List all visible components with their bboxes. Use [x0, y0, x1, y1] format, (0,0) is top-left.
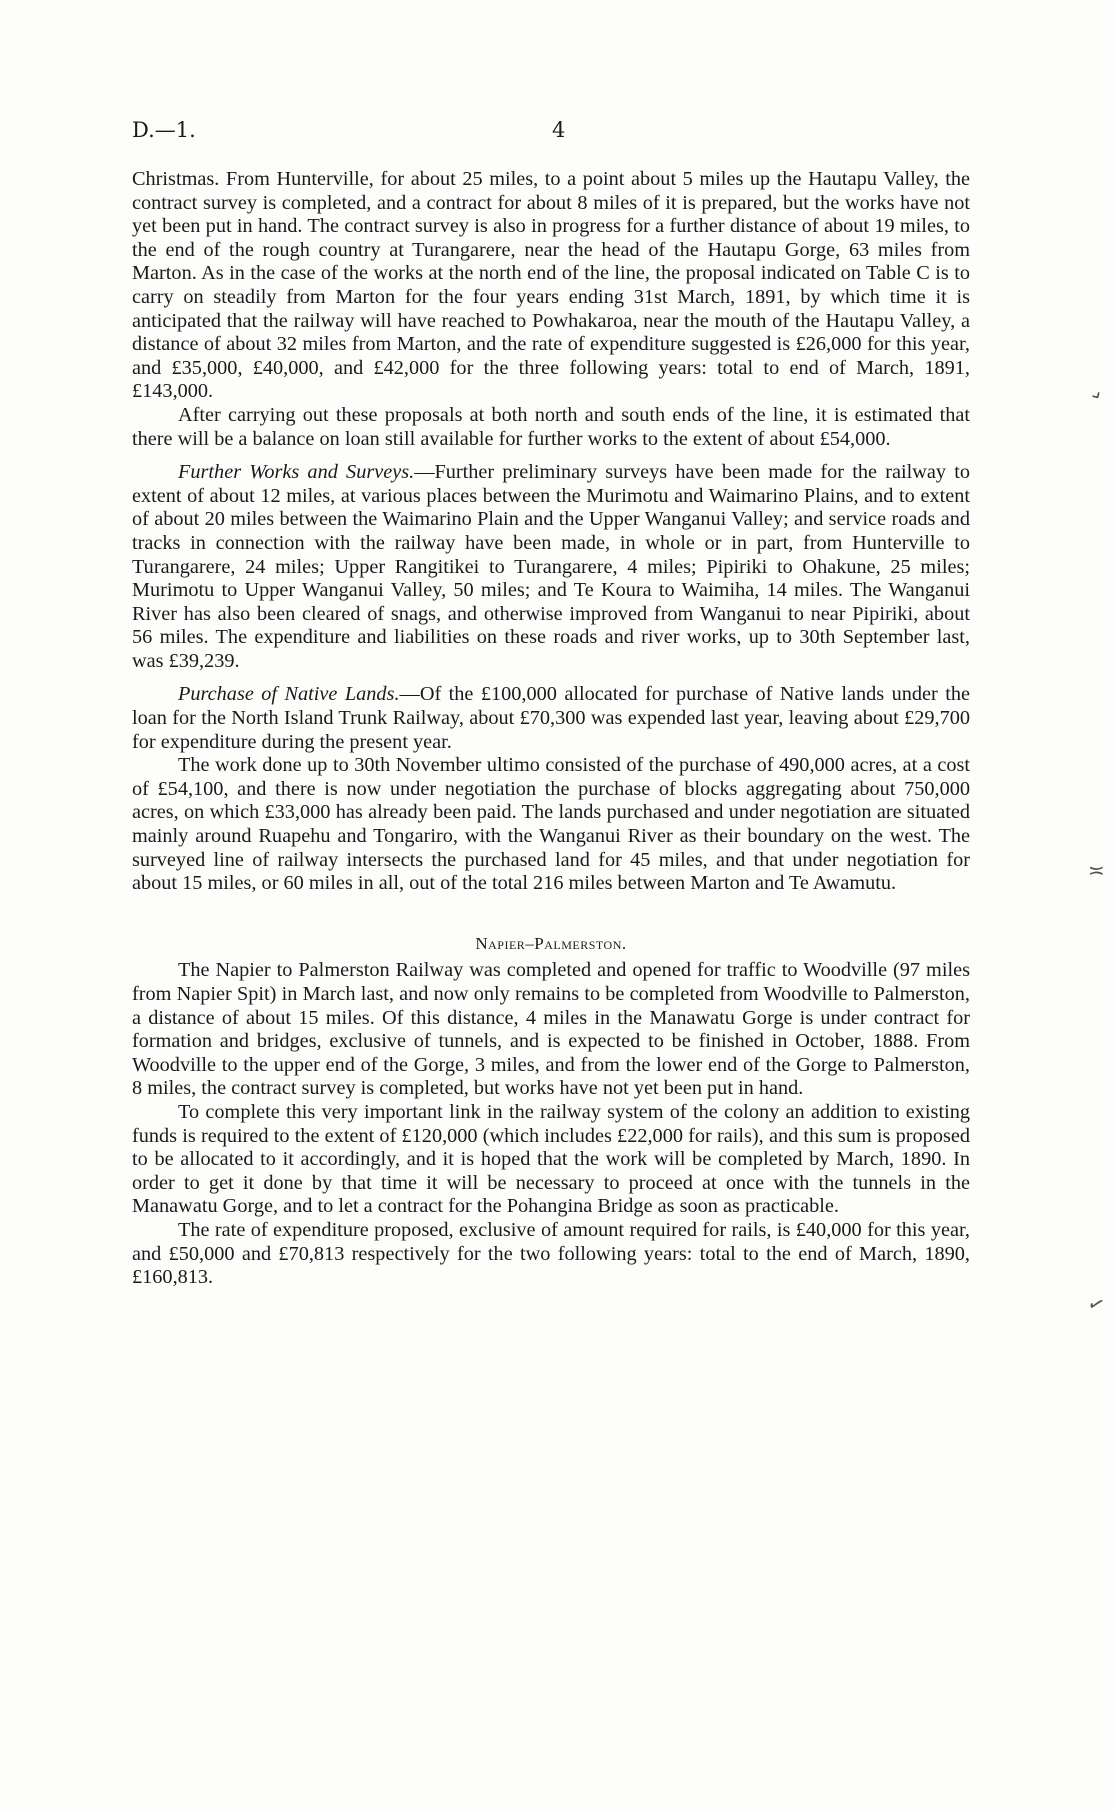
- paragraph-text: The work done up to 30th November ultimo consisted of the purchase of 490,000 acres, at a cost of £54,100, and there is now under negotiation the purchase of blocks aggregating about 750,000 acres, on which £33,000 has already been paid. The lands purchased and under negotiation are situated mainly around Ruapehu and Tongariro, with the Wanganui River as their boundary on the west. The surveyed line of railway intersects the purchased land for 45 miles, and that under negotiation for about 15 miles, or 60 miles in all, out of the total 216 miles between Marton and Te Awamutu.: [132, 754, 970, 895]
- paragraph-text: After carrying out these proposals at both north and south ends of the line, it is estimated that there will be a balance on loan still available for further works to the extent of about £54,000.: [132, 403, 970, 450]
- paragraph-heading: Further Works and Surveys.: [178, 461, 415, 484]
- margin-mark: ⌄: [1081, 377, 1108, 407]
- document-reference: D.—1.: [132, 118, 196, 142]
- document-body: [132, 168, 970, 1290]
- paragraph-christmas: [132, 168, 970, 404]
- paragraph-text: The Napier to Palmerston Railway was completed and opened for traffic to Woodville (97 miles from Napier Spit) in March last, and now only remains to be completed from Woodville to Palmerston, a distance of about 15 miles. Of this distance, 4 miles in the Manawatu Gorge is under contract for formation and bridges, exclusive of tunnels, and is expected to be finished in October, 1888. From Woodville to the upper end of the Gorge, 3 miles, and from the lower end of the Gorge to Palmerston, 8 miles, the contract survey is completed, but works have not yet been put in hand.: [132, 959, 970, 1100]
- paragraph-text: —Of the £100,000 allocated for purchase of Native lands under the loan for the North Island Trunk Railway, about £70,300 was expended last year, leaving about £29,700 for expenditure during the present year.: [132, 683, 970, 753]
- paragraph-work-done: [132, 754, 970, 896]
- paragraph-text: —Further preliminary surveys have been made for the railway to extent of about 12 miles, at various places between the Murimotu and Waimarino Plains, and to extent of about 20 miles between the Waimarino Plain and the Upper Wanganui Valley; and service roads and tracks in connection with the railway have been made, in whole or in part, from Hunterville to Turangarere, 24 miles; Upper Rangitikei to Turangarere, 4 miles; Pipiriki to Ohakune, 25 miles; Murimotu to Upper Wanganui Valley, 50 miles; and Te Koura to Waimiha, 14 miles. The Wanganui River has also been cleared of snags, and otherwise improved from Wanganui to near Pipiriki, about 56 miles. The expenditure and liabilities on these roads and river works, up to 30th September last, was £39,239.: [132, 461, 971, 672]
- paragraph-complete-link: [132, 1101, 970, 1219]
- paragraph-text: The rate of expenditure proposed, exclusive of amount required for rails, is £40,000 for this year, and £50,000 and £70,813 respectively for the two following years: total to the end of March, 1890, £160,813.: [132, 1218, 970, 1289]
- paragraph-heading: Purchase of Native Lands.: [178, 683, 400, 706]
- paragraph-rate-expenditure: [132, 1219, 970, 1290]
- paragraph-text: Christmas. From Hunterville, for about 25 miles, to a point about 5 miles up the Hautapu Valley, the contract survey is completed, and a contract for about 8 miles of it is prepared, but the works have not yet been put in hand. The contract survey is also in progress for a further distance of about 19 miles, to the end of the rough country at Turangarere, near the head of the Hautapu Gorge, 63 miles from Marton. As in the case of the works at the north end of the line, the proposal indicated on Table C is to carry on steadily from Marton for the four years ending 31st March, 1891, by which time it is anticipated that the railway will have reached to Powhakaroa, near the mouth of the Hautapu Valley, a distance of about 32 miles from Marton, and the rate of expenditure suggested is £26,000 for this year, and £35,000, £40,000, and £42,000 for the three following years: total to end of March, 1891, £143,000.: [132, 168, 970, 403]
- paragraph-balance: [132, 404, 970, 451]
- margin-mark: ✓: [1084, 1289, 1109, 1319]
- margin-mark: ≍: [1088, 858, 1105, 882]
- paragraph-napier-railway: [132, 959, 970, 1101]
- section-title: Napier–Palmerston.: [475, 933, 627, 953]
- paragraph-text: To complete this very important link in the railway system of the colony an addition to existing funds is required to the extent of £120,000 (which includes £22,000 for rails), and this sum is proposed to be allocated to it accordingly, and it is hoped that the work will be completed by March, 1890. In order to get it done by that time it will be necessary to proceed at once with the tunnels in the Manawatu Gorge, and to let a contract for the Pohangina Bridge as soon as practicable.: [132, 1100, 970, 1218]
- paragraph-further-works: [132, 461, 970, 673]
- paragraph-native-lands: [132, 683, 970, 754]
- page-number: 4: [552, 118, 566, 142]
